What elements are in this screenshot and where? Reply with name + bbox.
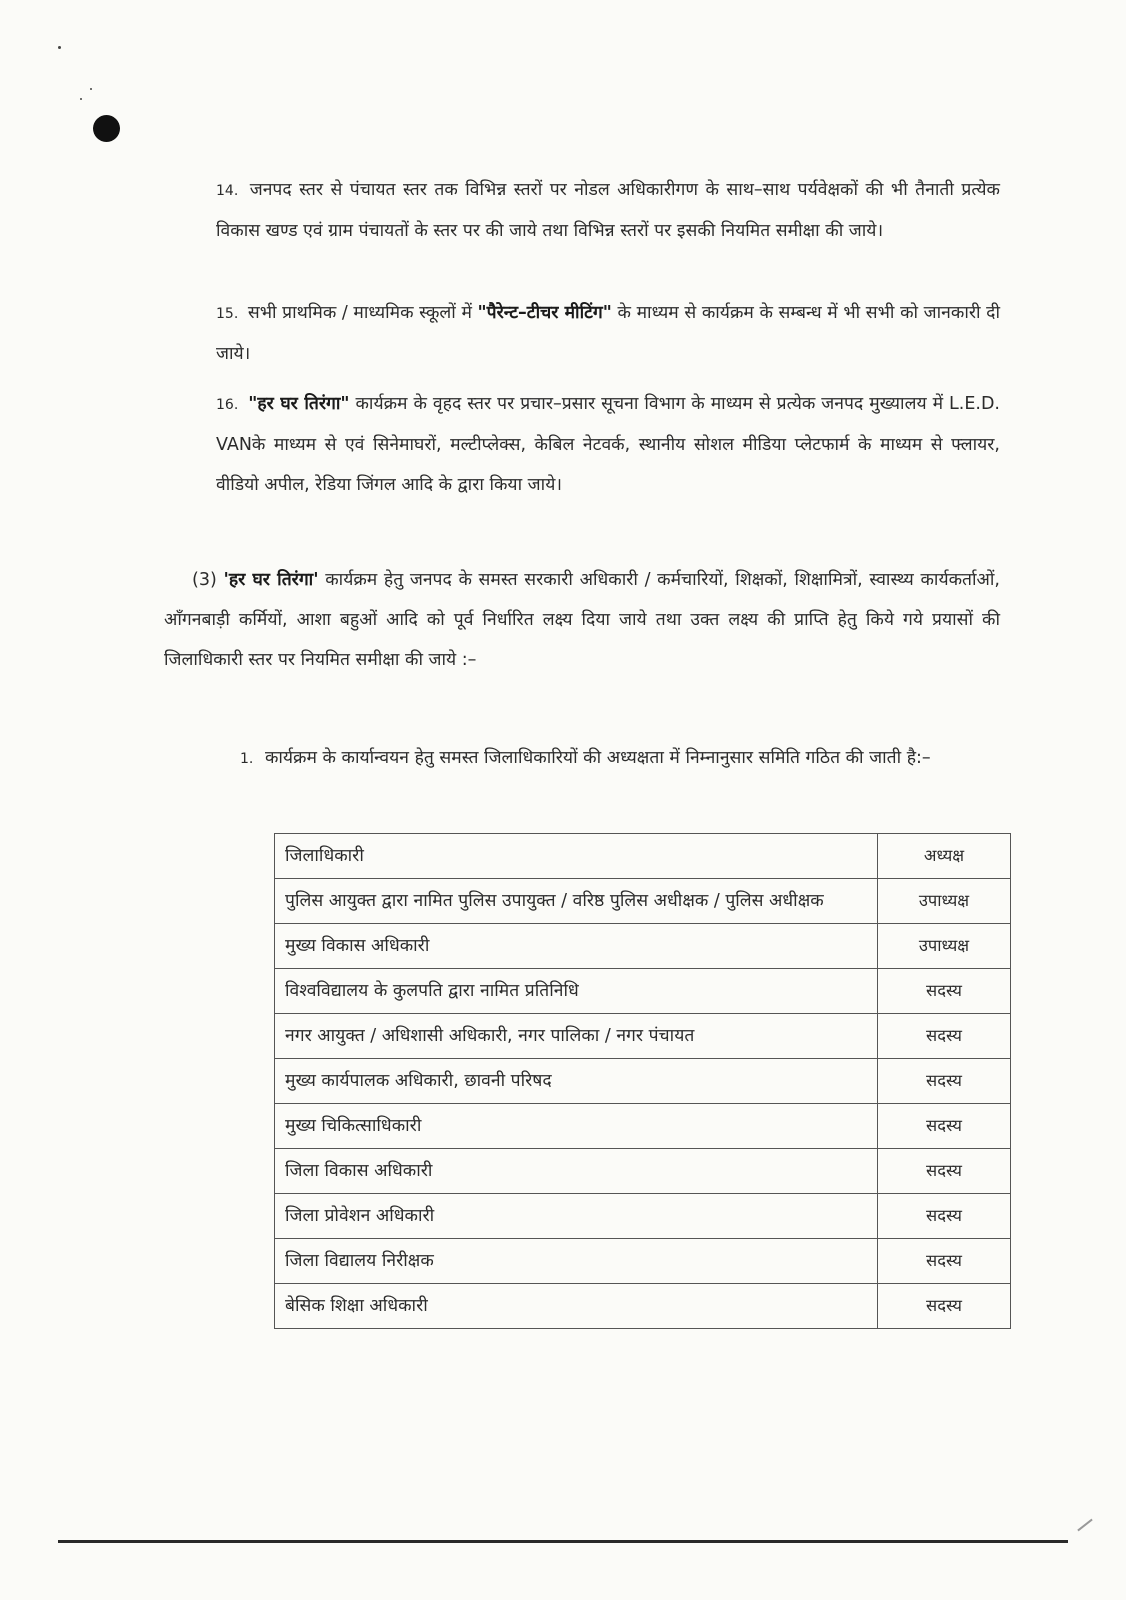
scan-corner-mark <box>1077 1519 1092 1532</box>
item-number: 14. <box>216 183 239 199</box>
table-row <box>275 1149 1011 1194</box>
role-cell: सदस्य <box>878 1194 1011 1239</box>
item-text: के माध्यम से कार्यक्रम के सम्बन्ध में भी सभी को जानकारी दी जाये। <box>216 303 1000 364</box>
item-text: सभी प्राथमिक / माध्यमिक स्कूलों में <box>247 303 478 323</box>
member-cell: बेसिक शिक्षा अधिकारी <box>275 1284 878 1329</box>
section-number: (3) <box>192 570 217 590</box>
member-cell: विश्वविद्यालय के कुलपति द्वारा नामित प्रतिनिधि <box>275 969 878 1014</box>
table-row <box>275 1014 1011 1059</box>
sub-item-1 <box>240 738 1000 779</box>
sub-item-number: 1. <box>240 751 254 767</box>
table-row <box>275 969 1011 1014</box>
table-row <box>275 1194 1011 1239</box>
scan-speck <box>58 46 61 49</box>
role-cell: उपाध्यक्ष <box>878 924 1011 969</box>
section-bold-text: 'हर घर तिरंगा' <box>223 570 319 590</box>
member-cell: जिला विद्यालय निरीक्षक <box>275 1239 878 1284</box>
scan-speck <box>80 98 82 100</box>
item-text: कार्यक्रम के वृहद स्तर पर प्रचार–प्रसार सूचना विभाग के माध्यम से प्रत्येक जनपद मुख्यालय में L.E.D. VANके माध्यम से एवं सिनेमाघरों, मल्टीप्लेक्स, केबिल नेटवर्क, स्थानीय सोशल मीडिया प्लेटफार्म के माध्यम से फ्लायर, वीडियो अपील, रेडिया जिंगल आदि के द्वारा किया जाये। <box>216 394 1000 495</box>
role-cell: सदस्य <box>878 1014 1011 1059</box>
scan-speck <box>90 88 92 90</box>
role-cell: अध्यक्ष <box>878 834 1011 879</box>
role-cell: सदस्य <box>878 1239 1011 1284</box>
member-cell: जिलाधिकारी <box>275 834 878 879</box>
role-cell: सदस्य <box>878 1149 1011 1194</box>
table-row <box>275 1104 1011 1149</box>
table-row <box>275 1239 1011 1284</box>
committee-table <box>274 833 1011 1329</box>
item-number: 15. <box>216 306 239 322</box>
role-cell: उपाध्यक्ष <box>878 879 1011 924</box>
item-text: जनपद स्तर से पंचायत स्तर तक विभिन्न स्तरों पर नोडल अधिकारीगण के साथ–साथ पर्यवेक्षकों की भी तैनाती प्रत्येक विकास खण्ड एवं ग्राम पंचायतों के स्तर पर की जाये तथा विभिन्न स्तरों पर इसकी नियमित समीक्षा की जाये। <box>216 180 1000 241</box>
member-cell: पुलिस आयुक्त द्वारा नामित पुलिस उपायुक्त / वरिष्ठ पुलिस अधीक्षक / पुलिस अधीक्षक <box>275 879 878 924</box>
section-3-paragraph <box>164 560 1000 680</box>
table-row <box>275 1284 1011 1329</box>
member-cell: मुख्य कार्यपालक अधिकारी, छावनी परिषद <box>275 1059 878 1104</box>
sub-item-text: कार्यक्रम के कार्यान्वयन हेतु समस्त जिलाधिकारियों की अध्यक्षता में निम्नानुसार समिति गठित की जाती है:– <box>264 748 931 768</box>
role-cell: सदस्य <box>878 969 1011 1014</box>
list-item-14 <box>216 170 1000 251</box>
table-row <box>275 924 1011 969</box>
footer-rule <box>58 1540 1068 1543</box>
section-text: कार्यक्रम हेतु जनपद के समस्त सरकारी अधिकारी / कर्मचारियों, शिक्षकों, शिक्षामित्रों, स्वास्थ्य कार्यकर्ताओं, आँगनबाड़ी कर्मियों, आशा बहुओं आदि को पूर्व निर्धारित लक्ष्य दिया जाये तथा उक्त लक्ष्य की प्राप्ति हेतु किये गये प्रयासों की जिलाधिकारी स्तर पर नियमित समीक्षा की जाये :– <box>164 570 1000 670</box>
punch-hole-mark <box>93 115 120 142</box>
member-cell: मुख्य चिकित्साधिकारी <box>275 1104 878 1149</box>
member-cell: जिला प्रोवेशन अधिकारी <box>275 1194 878 1239</box>
member-cell: मुख्य विकास अधिकारी <box>275 924 878 969</box>
list-item-15 <box>216 293 1000 374</box>
table-row <box>275 1059 1011 1104</box>
list-item-16 <box>216 384 1000 505</box>
member-cell: जिला विकास अधिकारी <box>275 1149 878 1194</box>
table-row <box>275 879 1011 924</box>
role-cell: सदस्य <box>878 1059 1011 1104</box>
item-bold-text: "हर घर तिरंगा" <box>248 394 350 414</box>
table-row <box>275 834 1011 879</box>
item-number: 16. <box>216 397 239 413</box>
role-cell: सदस्य <box>878 1104 1011 1149</box>
member-cell: नगर आयुक्त / अधिशासी अधिकारी, नगर पालिका / नगर पंचायत <box>275 1014 878 1059</box>
item-bold-text: "पैरेन्ट–टीचर मीटिंग" <box>477 303 612 323</box>
role-cell: सदस्य <box>878 1284 1011 1329</box>
